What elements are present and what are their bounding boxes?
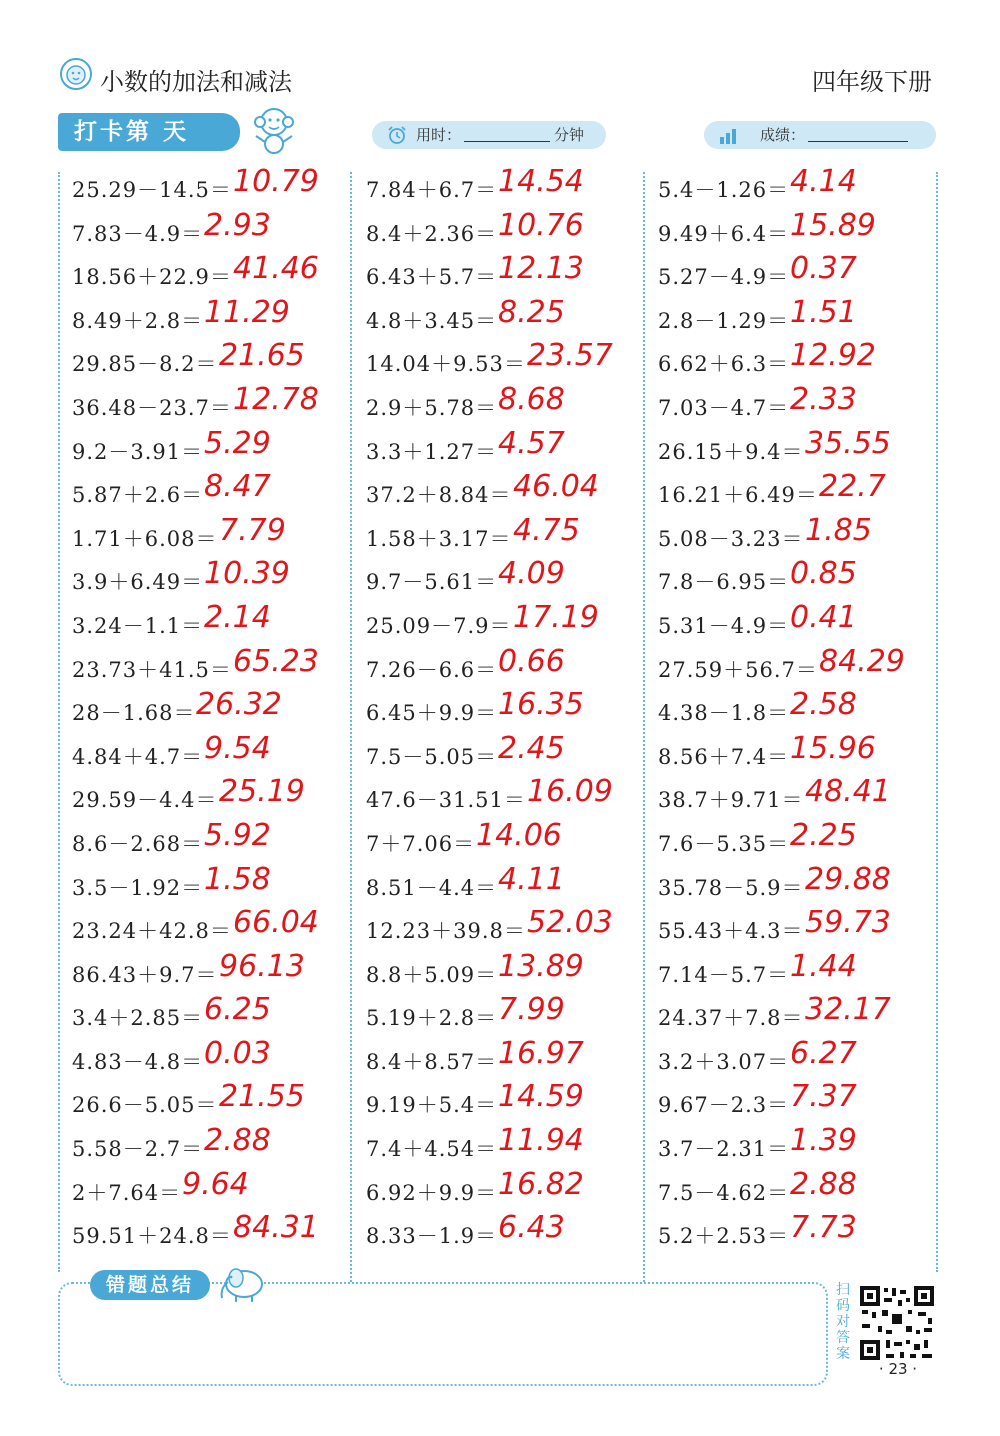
handwritten-answer: 26.32 — [196, 687, 282, 723]
time-label: 用时： — [416, 126, 462, 144]
handwritten-answer: 2.45 — [498, 730, 565, 766]
handwritten-answer: 8.68 — [498, 381, 565, 417]
handwritten-answer: 17.19 — [513, 599, 599, 635]
problem-expression: 37.2＋8.84＝ — [366, 483, 512, 508]
handwritten-answer: 1.58 — [204, 861, 271, 897]
handwritten-answer: 32.17 — [805, 992, 891, 1028]
handwritten-answer: 2.25 — [790, 817, 857, 853]
problem-row — [366, 469, 636, 519]
problem-expression: 3.7－2.31＝ — [658, 1137, 790, 1162]
problem-expression: 3.3＋1.27＝ — [366, 439, 498, 464]
monkey-icon — [246, 102, 302, 158]
column-divider — [643, 172, 645, 1282]
problem-expression: 16.21＋6.49＝ — [658, 483, 818, 508]
problem-expression: 8.8＋5.09＝ — [366, 962, 498, 987]
problem-row — [72, 1210, 342, 1260]
problem-expression: 9.67－2.3＝ — [658, 1093, 790, 1118]
problem-expression: 9.49＋6.4＝ — [658, 221, 790, 246]
handwritten-answer: 8.25 — [498, 294, 565, 330]
handwritten-answer: 14.54 — [498, 164, 584, 199]
problem-column — [72, 164, 342, 1260]
problem-expression: 8.49＋2.8＝ — [72, 308, 204, 333]
problem-expression: 6.45＋9.9＝ — [366, 701, 498, 726]
handwritten-answer: 16.97 — [498, 1035, 584, 1071]
handwritten-answer: 41.46 — [233, 251, 319, 287]
handwritten-answer: 16.82 — [498, 1166, 584, 1202]
problem-expression: 5.27－4.9＝ — [658, 265, 790, 290]
problem-expression: 7＋7.06＝ — [366, 831, 476, 856]
problem-expression: 7.4＋4.54＝ — [366, 1137, 498, 1162]
problem-expression: 4.8＋3.45＝ — [366, 308, 498, 333]
score-label: 成绩： — [760, 126, 806, 144]
qr-code-icon[interactable] — [858, 1284, 936, 1362]
handwritten-answer: 22.7 — [819, 469, 886, 505]
problem-expression: 12.23＋39.8＝ — [366, 919, 526, 944]
time-blank[interactable] — [464, 141, 550, 142]
problem-expression: 7.5－5.05＝ — [366, 744, 498, 769]
problem-expression: 25.09－7.9＝ — [366, 613, 512, 638]
problem-expression: 8.56＋7.4＝ — [658, 744, 790, 769]
problem-expression: 7.03－4.7＝ — [658, 395, 790, 420]
handwritten-answer: 23.57 — [527, 338, 613, 374]
problem-expression: 23.24＋42.8＝ — [72, 919, 232, 944]
problem-expression: 27.59＋56.7＝ — [658, 657, 818, 682]
problem-expression: 8.4＋2.36＝ — [366, 221, 498, 246]
handwritten-answer: 52.03 — [527, 905, 613, 941]
problem-row — [366, 1210, 636, 1260]
checkin-day-label: 打卡第 天 — [58, 113, 240, 151]
problem-expression: 3.4＋2.85＝ — [72, 1006, 204, 1031]
problem-expression: 24.37＋7.8＝ — [658, 1006, 804, 1031]
handwritten-answer: 15.96 — [790, 730, 876, 766]
handwritten-answer: 2.14 — [204, 599, 271, 635]
problem-expression: 2.8－1.29＝ — [658, 308, 790, 333]
handwritten-answer: 15.89 — [790, 207, 876, 243]
handwritten-answer: 11.94 — [498, 1123, 584, 1159]
problem-row — [658, 1210, 928, 1260]
handwritten-answer: 4.09 — [498, 556, 565, 592]
handwritten-answer: 12.78 — [233, 381, 319, 417]
handwritten-answer: 10.76 — [498, 207, 584, 243]
handwritten-answer: 48.41 — [805, 774, 891, 810]
handwritten-answer: 0.66 — [498, 643, 565, 679]
score-field — [704, 121, 936, 149]
problem-expression: 29.85－8.2＝ — [72, 352, 218, 377]
problem-expression: 26.6－5.05＝ — [72, 1093, 218, 1118]
handwritten-answer: 2.58 — [790, 687, 857, 723]
handwritten-answer: 16.35 — [498, 687, 584, 723]
problem-expression: 7.14－5.7＝ — [658, 962, 790, 987]
column-divider — [350, 172, 352, 1282]
handwritten-answer: 1.51 — [790, 294, 857, 330]
handwritten-answer: 2.88 — [204, 1123, 271, 1159]
problem-expression: 8.4＋8.57＝ — [366, 1049, 498, 1074]
handwritten-answer: 16.09 — [527, 774, 613, 810]
handwritten-answer: 4.75 — [513, 512, 580, 548]
problem-expression: 2.9＋5.78＝ — [366, 395, 498, 420]
problem-expression: 5.31－4.9＝ — [658, 613, 790, 638]
lion-logo-icon — [58, 56, 94, 92]
handwritten-answer: 4.14 — [790, 164, 857, 199]
problem-expression: 5.58－2.7＝ — [72, 1137, 204, 1162]
handwritten-answer: 1.39 — [790, 1123, 857, 1159]
handwritten-answer: 7.37 — [790, 1079, 857, 1115]
handwritten-answer: 10.79 — [233, 164, 319, 199]
problem-expression: 8.6－2.68＝ — [72, 831, 204, 856]
handwritten-answer: 7.79 — [219, 512, 286, 548]
handwritten-answer: 12.92 — [790, 338, 876, 374]
handwritten-answer: 0.85 — [790, 556, 857, 592]
time-unit: 分钟 — [554, 126, 585, 144]
problem-expression: 5.87＋2.6＝ — [72, 483, 204, 508]
handwritten-answer: 35.55 — [805, 425, 891, 461]
handwritten-answer: 8.47 — [204, 469, 271, 505]
handwritten-answer: 84.29 — [819, 643, 905, 679]
handwritten-answer: 25.19 — [219, 774, 305, 810]
problem-expression: 5.19＋2.8＝ — [366, 1006, 498, 1031]
problem-column — [658, 164, 928, 1260]
problem-expression: 7.84＋6.7＝ — [366, 178, 498, 202]
handwritten-answer: 1.85 — [805, 512, 872, 548]
handwritten-answer: 10.39 — [204, 556, 290, 592]
problem-expression: 55.43＋4.3＝ — [658, 919, 804, 944]
problem-expression: 3.24－1.1＝ — [72, 613, 204, 638]
problem-expression: 86.43＋9.7＝ — [72, 962, 218, 987]
problem-expression: 7.8－6.95＝ — [658, 570, 790, 595]
handwritten-answer: 14.06 — [476, 817, 562, 853]
problem-expression: 7.5－4.62＝ — [658, 1180, 790, 1205]
handwritten-answer: 0.03 — [204, 1035, 271, 1071]
handwritten-answer: 2.88 — [790, 1166, 857, 1202]
problem-expression: 4.83－4.8＝ — [72, 1049, 204, 1074]
problem-expression: 5.2＋2.53＝ — [658, 1224, 790, 1249]
problem-expression: 3.2＋3.07＝ — [658, 1049, 790, 1074]
qr-caption: 扫码对答案 — [836, 1282, 850, 1362]
problem-expression: 1.71＋6.08＝ — [72, 526, 218, 551]
problem-expression: 29.59－4.4＝ — [72, 788, 218, 813]
handwritten-answer: 6.27 — [790, 1035, 857, 1071]
handwritten-answer: 46.04 — [513, 469, 599, 505]
problem-expression: 8.33－1.9＝ — [366, 1224, 498, 1249]
handwritten-answer: 2.93 — [204, 207, 271, 243]
problem-expression: 5.4－1.26＝ — [658, 178, 790, 202]
handwritten-answer: 21.55 — [219, 1079, 305, 1115]
handwritten-answer: 65.23 — [233, 643, 319, 679]
handwritten-answer: 6.25 — [204, 992, 271, 1028]
alarm-clock-icon — [386, 125, 408, 145]
problem-expression: 18.56＋22.9＝ — [72, 265, 232, 290]
handwritten-answer: 11.29 — [204, 294, 290, 330]
page-border — [58, 172, 60, 1272]
handwritten-answer: 0.41 — [790, 599, 857, 635]
handwritten-answer: 21.65 — [219, 338, 305, 374]
problem-expression: 6.62＋6.3＝ — [658, 352, 790, 377]
problem-expression: 7.6－5.35＝ — [658, 831, 790, 856]
problem-expression: 3.9＋6.49＝ — [72, 570, 204, 595]
handwritten-answer: 2.33 — [790, 381, 857, 417]
problem-expression: 47.6－31.51＝ — [366, 788, 526, 813]
handwritten-answer: 9.54 — [204, 730, 271, 766]
problem-row — [658, 425, 928, 476]
problem-expression: 9.7－5.61＝ — [366, 570, 498, 595]
handwritten-answer: 4.57 — [498, 425, 565, 461]
handwritten-answer: 29.88 — [805, 861, 891, 897]
problem-expression: 35.78－5.9＝ — [658, 875, 804, 900]
problem-expression: 4.38－1.8＝ — [658, 701, 790, 726]
problem-expression: 38.7＋9.71＝ — [658, 788, 804, 813]
page-number: · 23 · — [878, 1360, 918, 1378]
problem-expression: 4.84＋4.7＝ — [72, 744, 204, 769]
handwritten-answer: 96.13 — [219, 948, 305, 984]
handwritten-answer: 4.11 — [498, 861, 565, 897]
handwritten-answer: 1.44 — [790, 948, 857, 984]
chart-icon — [718, 125, 740, 145]
problem-expression: 6.92＋9.9＝ — [366, 1180, 498, 1205]
handwritten-answer: 14.59 — [498, 1079, 584, 1115]
problem-expression: 26.15＋9.4＝ — [658, 439, 804, 464]
handwritten-answer: 7.73 — [790, 1210, 857, 1246]
handwritten-answer: 6.43 — [498, 1210, 565, 1246]
problem-expression: 5.08－3.23＝ — [658, 526, 804, 551]
problem-expression: 1.58＋3.17＝ — [366, 526, 512, 551]
problem-row — [658, 469, 928, 519]
score-blank[interactable] — [808, 141, 908, 142]
problem-expression: 8.51－4.4＝ — [366, 875, 498, 900]
handwritten-answer: 5.29 — [204, 425, 271, 461]
page-title: 小数的加法和减法 — [100, 68, 292, 96]
problem-expression: 3.5－1.92＝ — [72, 875, 204, 900]
problem-expression: 28－1.68＝ — [72, 701, 196, 726]
handwritten-answer: 5.92 — [204, 817, 271, 853]
handwritten-answer: 59.73 — [805, 905, 891, 941]
problem-column — [366, 164, 636, 1260]
page-border — [936, 172, 938, 1272]
problem-expression: 7.26－6.6＝ — [366, 657, 498, 682]
handwritten-answer: 9.64 — [182, 1166, 249, 1202]
problem-expression: 36.48－23.7＝ — [72, 395, 232, 420]
elephant-icon — [214, 1262, 270, 1304]
problem-expression: 14.04＋9.53＝ — [366, 352, 526, 377]
problem-expression: 7.83－4.9＝ — [72, 221, 204, 246]
problem-expression: 6.43＋5.7＝ — [366, 265, 498, 290]
handwritten-answer: 7.99 — [498, 992, 565, 1028]
problem-row — [72, 469, 342, 519]
problem-expression: 9.19＋5.4＝ — [366, 1093, 498, 1118]
handwritten-answer: 0.37 — [790, 251, 857, 287]
problem-expression: 23.73＋41.5＝ — [72, 657, 232, 682]
problem-expression: 25.29－14.5＝ — [72, 178, 232, 202]
grade-label: 四年级下册 — [812, 68, 932, 96]
problem-expression: 9.2－3.91＝ — [72, 439, 204, 464]
time-field — [372, 121, 606, 149]
handwritten-answer: 66.04 — [233, 905, 319, 941]
handwritten-answer: 12.13 — [498, 251, 584, 287]
mistake-summary-label: 错题总结 — [90, 1270, 210, 1300]
problem-expression: 59.51＋24.8＝ — [72, 1224, 232, 1249]
problem-expression: 2＋7.64＝ — [72, 1180, 182, 1205]
handwritten-answer: 13.89 — [498, 948, 584, 984]
handwritten-answer: 84.31 — [233, 1210, 319, 1246]
